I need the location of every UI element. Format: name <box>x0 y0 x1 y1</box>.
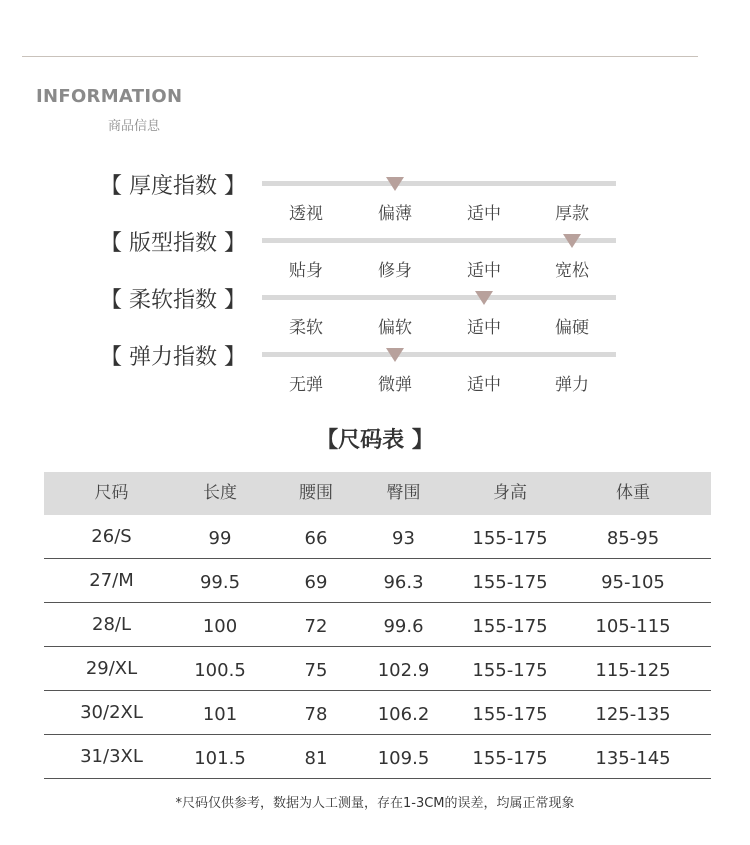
header-hip: 臀围 <box>386 483 421 503</box>
cell-size: 31/3XL <box>80 746 143 767</box>
index-option: 适中 <box>467 204 501 224</box>
index-scale-bar <box>262 295 616 300</box>
info-title: INFORMATION <box>36 86 183 107</box>
index-option: 宽松 <box>555 261 589 281</box>
index-row-thickness <box>0 174 750 231</box>
index-option: 偏软 <box>378 318 412 338</box>
cell-length: 99 <box>208 528 232 549</box>
cell-size: 28/L <box>92 614 131 635</box>
index-option: 偏薄 <box>378 204 412 224</box>
cell-weight: 135-145 <box>595 748 671 769</box>
cell-length: 99.5 <box>199 572 241 593</box>
cell-hip: 106.2 <box>377 704 430 725</box>
size-table-header <box>44 472 711 515</box>
header-size: 尺码 <box>94 483 129 503</box>
table-row <box>44 735 711 779</box>
table-row <box>44 515 711 559</box>
cell-height: 155-175 <box>472 572 548 593</box>
cell-height: 155-175 <box>472 704 548 725</box>
cell-weight: 85-95 <box>606 528 660 549</box>
top-divider <box>22 56 698 57</box>
cell-waist: 66 <box>304 528 328 549</box>
cell-size: 29/XL <box>85 658 138 679</box>
index-row-elasticity <box>0 345 750 402</box>
cell-weight: 115-125 <box>595 660 671 681</box>
cell-waist: 69 <box>304 572 328 593</box>
cell-weight: 95-105 <box>601 572 665 593</box>
index-option: 弹力 <box>555 375 589 395</box>
index-marker-triangle-icon <box>386 177 404 191</box>
size-table-body <box>44 515 711 779</box>
header-height: 身高 <box>493 483 527 503</box>
cell-waist: 72 <box>304 616 328 637</box>
cell-weight: 125-135 <box>595 704 671 725</box>
cell-hip: 102.9 <box>377 660 430 681</box>
table-row <box>44 603 711 647</box>
cell-waist: 75 <box>304 660 328 681</box>
cell-hip: 109.5 <box>377 748 430 769</box>
header-length: 长度 <box>203 483 237 503</box>
index-label-softness: 【 柔软指数 】 <box>100 288 246 313</box>
cell-length: 100 <box>202 616 238 637</box>
table-row <box>44 647 711 691</box>
index-option: 适中 <box>467 318 501 338</box>
index-scale-bar <box>262 352 616 357</box>
index-marker-triangle-icon <box>386 348 404 362</box>
cell-hip: 96.3 <box>383 572 424 593</box>
index-option: 透视 <box>289 204 323 224</box>
index-scale-bar <box>262 181 616 186</box>
index-option: 偏硬 <box>555 318 589 338</box>
header-weight: 体重 <box>616 483 650 503</box>
cell-height: 155-175 <box>472 660 548 681</box>
index-option: 柔软 <box>289 318 323 338</box>
cell-size: 30/2XL <box>80 702 143 723</box>
cell-length: 101.5 <box>194 748 246 769</box>
index-option: 厚款 <box>555 204 589 224</box>
index-marker-triangle-icon <box>475 291 493 305</box>
cell-hip: 93 <box>392 528 415 549</box>
cell-size: 26/S <box>91 526 132 547</box>
footnote: *尺码仅供参考，数据为人工测量，存在1-3CM的误差，均属正常现象 <box>175 796 575 811</box>
index-label-thickness: 【 厚度指数 】 <box>100 174 246 199</box>
index-option: 适中 <box>467 261 501 281</box>
cell-height: 155-175 <box>472 528 548 549</box>
index-row-softness <box>0 288 750 345</box>
header-waist: 腰围 <box>299 483 333 503</box>
index-option: 修身 <box>378 261 412 281</box>
cell-height: 155-175 <box>472 616 548 637</box>
cell-waist: 78 <box>304 704 328 725</box>
index-option: 无弹 <box>289 375 323 395</box>
cell-waist: 81 <box>304 748 328 769</box>
index-marker-triangle-icon <box>563 234 581 248</box>
index-label-fit: 【 版型指数 】 <box>100 231 246 256</box>
index-label-elasticity: 【 弹力指数 】 <box>100 345 246 370</box>
cell-length: 101 <box>202 704 238 725</box>
cell-height: 155-175 <box>472 748 548 769</box>
index-option: 适中 <box>467 375 501 395</box>
index-row-fit <box>0 231 750 288</box>
index-option: 微弹 <box>378 375 412 395</box>
index-option: 贴身 <box>289 261 323 281</box>
cell-size: 27/M <box>89 570 134 591</box>
table-row <box>44 559 711 603</box>
cell-weight: 105-115 <box>595 616 671 637</box>
cell-hip: 99.6 <box>383 616 424 637</box>
size-chart-title: 【尺码表 】 <box>316 428 434 453</box>
info-subtitle: 商品信息 <box>108 119 161 134</box>
table-row <box>44 691 711 735</box>
cell-length: 100.5 <box>194 660 246 681</box>
size-table <box>44 472 711 779</box>
